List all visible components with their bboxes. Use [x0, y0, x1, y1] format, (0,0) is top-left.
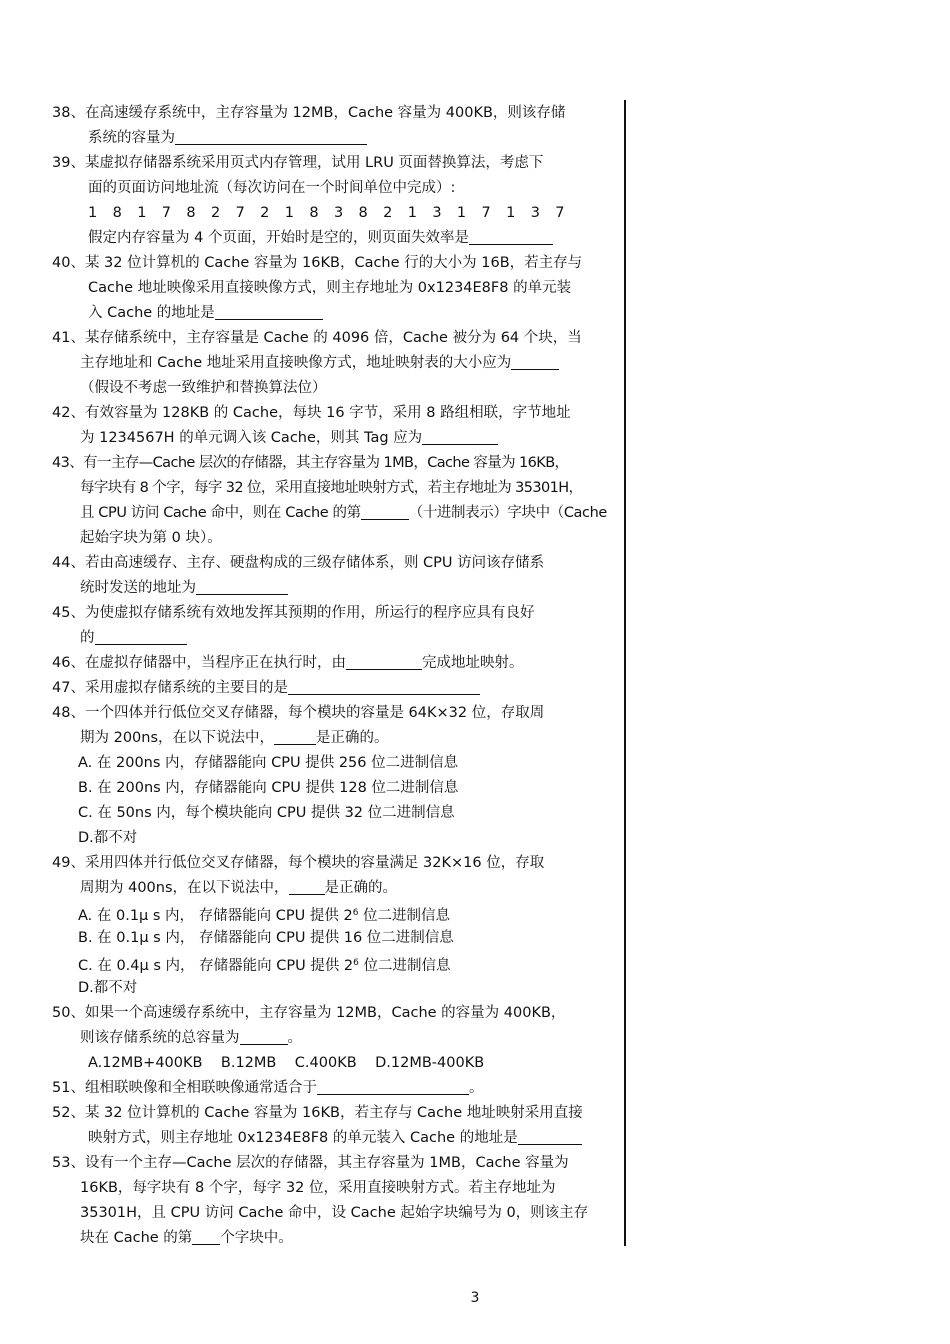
question-50: 50、如果一个高速缓存系统中，主存容量为 12MB，Cache 的容量为 400KB， 则该存储系统的总容量为 。 A.12MB+400KB B.12MB C.400KB D.12MB-400KB	[52, 1001, 618, 1076]
option-c[interactable]: C. 在 0.4μ s 内， 存储器能向 CPU 提供 $2^6$ 位二进制信息	[78, 958, 451, 974]
question-49: 49、采用四体并行低位交叉存储器，每个模块的容量满足 32K×16 位，存取 周期为 400ns，在以下说法中， 是正确的。 A. 在 0.1μ s 内， 存储器能向 CPU 提供 $2^6$ 位二进制信息 B. 在 0.1μ s 内， 存储器能向 CPU 提供 16 位二进制信息 C. 在 0.4μ s 内， 存储器能向 CPU 提供 $2^6$ 位二进制信息 D.都不对	[52, 851, 618, 1001]
question-list	[52, 101, 618, 1251]
question-39: 39、某虚拟存储器系统采用页式内存管理，试用 LRU 页面替换算法，考虑下 面的页面访问地址流（每次访问在一个时间单位中完成）: 1 8 1 7 8 2 7 2 1 8 3 8 2 1 3 1 7 1 3 7 假定内存容量为 4 个页面，开始时是空的，则页面失效率是	[52, 151, 618, 251]
option-d[interactable]: D.都不对	[78, 980, 138, 996]
answer-blank[interactable]	[215, 303, 323, 320]
question-47: 47、采用虚拟存储系统的主要目的是	[52, 676, 618, 701]
page-number: 3	[470, 1290, 480, 1306]
question-48: 48、一个四体并行低位交叉存储器，每个模块的容量是 64K×32 位，存取周 期为 200ns，在以下说法中， 是正确的。 A. 在 200ns 内，存储器能向 CPU 提供 256 位二进制信息 B. 在 200ns 内，存储器能向 CPU 提供 128 位二进制信息 C. 在 50ns 内，每个模块能向 CPU 提供 32 位二进制信息 D.都不对	[52, 701, 618, 851]
answer-blank[interactable]	[289, 878, 325, 895]
page-access-sequence: 1 8 1 7 8 2 7 2 1 8 3 8 2 1 3 1 7 1 3 7	[88, 205, 565, 221]
option-a[interactable]: A. 在 0.1μ s 内， 存储器能向 CPU 提供 $2^6$ 位二进制信息	[78, 908, 451, 924]
answer-blank[interactable]	[511, 353, 559, 370]
question-52: 52、某 32 位计算机的 Cache 容量为 16KB，若主存与 Cache 地址映射采用直接 映射方式，则主存地址 0x1234E8F8 的单元装入 Cache 的地址是	[52, 1105, 583, 1146]
question-42: 42、有效容量为 128KB 的 Cache，每块 16 字节，采用 8 路组相联，字节地址 为 1234567H 的单元调入该 Cache，则其 Tag 应为	[52, 405, 571, 446]
option-c[interactable]: C. 在 50ns 内，每个模块能向 CPU 提供 32 位二进制信息	[78, 805, 455, 821]
option-b[interactable]: B. 在 200ns 内，存储器能向 CPU 提供 128 位二进制信息	[78, 780, 459, 796]
options-row[interactable]: A.12MB+400KB B.12MB C.400KB D.12MB-400KB	[88, 1055, 485, 1071]
answer-blank[interactable]	[95, 628, 187, 645]
question-53: 53、设有一个主存—Cache 层次的存储器，其主存容量为 1MB，Cache 容量为 16KB，每字块有 8 个字，每字 32 位，采用直接映射方式。若主存地址为 35301H，且 CPU 访问 Cache 命中，设 Cache 起始字块编号为 0，则该主存 块在 Cache 的第 个字块中。	[52, 1155, 589, 1246]
question-44: 44、若由高速缓存、主存、硬盘构成的三级存储体系，则 CPU 访问该存储系 统时发送的地址为	[52, 555, 545, 596]
answer-blank[interactable]	[192, 1228, 220, 1245]
question-40: 40、某 32 位计算机的 Cache 容量为 16KB，Cache 行的大小为 16B，若主存与 Cache 地址映像采用直接映像方式，则主存地址为 0x1234E8F8 的单元装 入 Cache 的地址是	[52, 255, 583, 321]
option-a[interactable]: A. 在 200ns 内，存储器能向 CPU 提供 256 位二进制信息	[78, 755, 459, 771]
option-b[interactable]: B. 在 0.1μ s 内， 存储器能向 CPU 提供 16 位二进制信息	[78, 930, 454, 946]
answer-blank[interactable]	[422, 428, 498, 445]
question-38: 38、在高速缓存系统中，主存容量为 12MB，Cache 容量为 400KB，则该存储 系统的容量为	[52, 105, 566, 146]
answer-blank[interactable]	[361, 503, 409, 520]
answer-blank[interactable]	[274, 728, 316, 745]
question-45: 45、为使虚拟存储系统有效地发挥其预期的作用，所运行的程序应具有良好 的	[52, 605, 535, 646]
answer-blank[interactable]	[196, 578, 288, 595]
answer-blank[interactable]	[346, 653, 422, 670]
answer-blank[interactable]	[518, 1128, 582, 1145]
answer-blank[interactable]	[240, 1028, 288, 1045]
answer-blank[interactable]	[469, 228, 553, 245]
answer-blank[interactable]	[175, 128, 367, 145]
question-46: 46、在虚拟存储器中，当程序正在执行时，由 完成地址映射。	[52, 655, 524, 671]
question-43: 43、有一主存—Cache 层次的存储器，其主存容量为 1MB，Cache 容量为 16KB， 每字块有 8 个字，每字 32 位，采用直接地址映射方式，若主存地址为 35301H， 且 CPU 访问 Cache 命中，则在 Cache 的第 （十进制表示）字块中（Cache 起始字块为第 0 块）。	[52, 455, 607, 546]
question-51: 51、组相联映像和全相联映像通常适合于 。	[52, 1080, 484, 1096]
question-41: 41、某存储系统中，主存容量是 Cache 的 4096 倍，Cache 被分为 64 个块，当 主存地址和 Cache 地址采用直接映像方式，地址映射表的大小应为 （假设不考虑一致维护和替换算法位）	[52, 330, 582, 396]
answer-blank[interactable]	[288, 678, 480, 695]
option-d[interactable]: D.都不对	[78, 830, 138, 846]
vertical-rule	[624, 100, 626, 1246]
answer-blank[interactable]	[317, 1078, 469, 1095]
